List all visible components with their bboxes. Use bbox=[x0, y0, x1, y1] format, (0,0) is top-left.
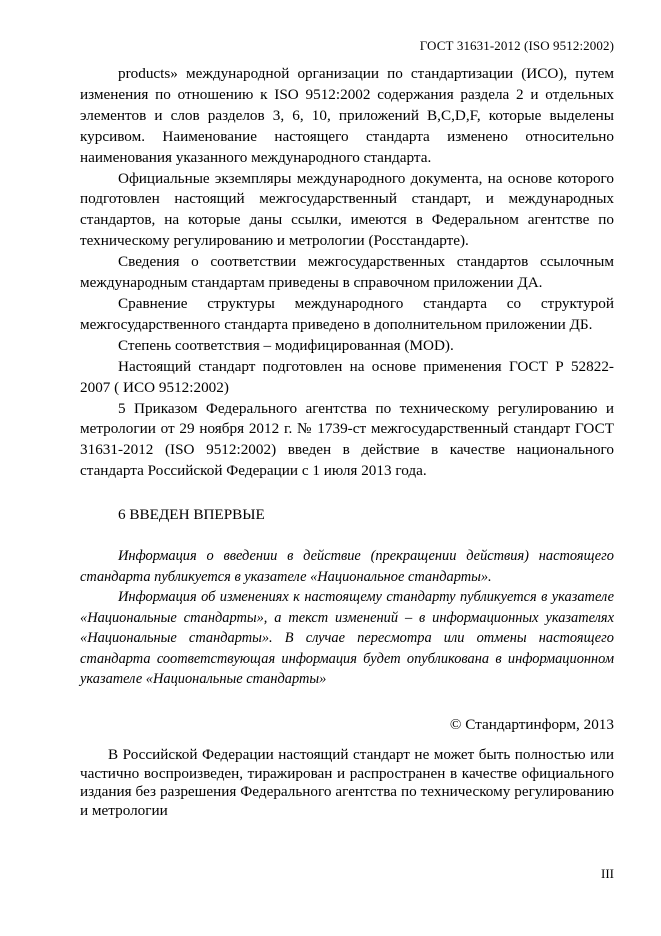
info-changes: Информация об изменениях к настоящему стандарту публикуется в указателе «Национальные стандарты», а текст изменений – в информационных указателях «Национальные стандарты». В случае пересмотра или отмены настоящего стандарта соответствующая информация будет опубликована в информационном указателе «Национальные стандарты» bbox=[80, 589, 614, 688]
paragraph-based-on: Настоящий стандарт подготовлен на основе применения ГОСТ Р 52822-2007 ( ИСО 9512:2002) bbox=[80, 357, 614, 396]
spacer bbox=[80, 482, 614, 496]
item-6-introduced-first-time: 6 ВВЕДЕН ВПЕРВЫЕ bbox=[118, 506, 265, 524]
paragraph-degree-of-conformity: Степень соответствия – модифицированная (MOD). bbox=[118, 336, 454, 354]
rights-notice bbox=[80, 746, 614, 820]
paragraph-structure-comparison: Сравнение структуры международного стандарта со структурой межгосударственного стандарта приведено в дополнительном приложении ДБ. bbox=[80, 294, 614, 333]
rights-text: В Российской Федерации настоящий стандарт не может быть полностью или частично воспроизведен, тиражирован и распространен в качестве официального издания без разрешения Федерального агентства по техническому регулированию и метрологии bbox=[80, 746, 614, 819]
main-text bbox=[80, 64, 614, 690]
paragraph-official-copies: Официальные экземпляры международного документа, на основе которого подготовлен настоящий межгосударственный стандарт, и международных стандартов, на которые даны ссылки, имеются в Федеральном агентстве по техническому регулированию и метрологии (Росстандарте). bbox=[80, 169, 614, 250]
paragraph-products: products» международной организации по стандартизации (ИСО), путем изменения по отношению к ISO 9512:2002 содержания раздела 2 и отдельных элементов и слов разделов 3, 6, 10, приложений B,C,D,F, которые выделены курсивом. Наименование настоящего стандарта изменено относительно наименования указанного международного стандарта. bbox=[80, 65, 614, 166]
page-header-standard: ГОСТ 31631-2012 (ISO 9512:2002) bbox=[419, 38, 614, 53]
page-number: III bbox=[601, 866, 614, 881]
info-block bbox=[80, 546, 614, 690]
spacer bbox=[80, 496, 614, 505]
paragraph-order-5: 5 Приказом Федерального агентства по техническому регулированию и метрологии от 29 ноября 2012 г. № 1739-ст межгосударственный стандарт ГОСТ 31631-2012 (ISO 9512:2002) введен в действие в качестве национального стандарта Российской Федерации с 1 июля 2013 года. bbox=[80, 399, 614, 480]
paragraph-conformity-info: Сведения о соответствии межгосударственных стандартов ссылочным международным стандартам приведены в справочном приложении ДА. bbox=[80, 253, 614, 292]
copyright-notice: © Стандартинформ, 2013 bbox=[449, 716, 614, 733]
info-introduction: Информация о введении в действие (прекращении действия) настоящего стандарта публикуется в указателе «Национальное стандарты». bbox=[80, 548, 614, 585]
